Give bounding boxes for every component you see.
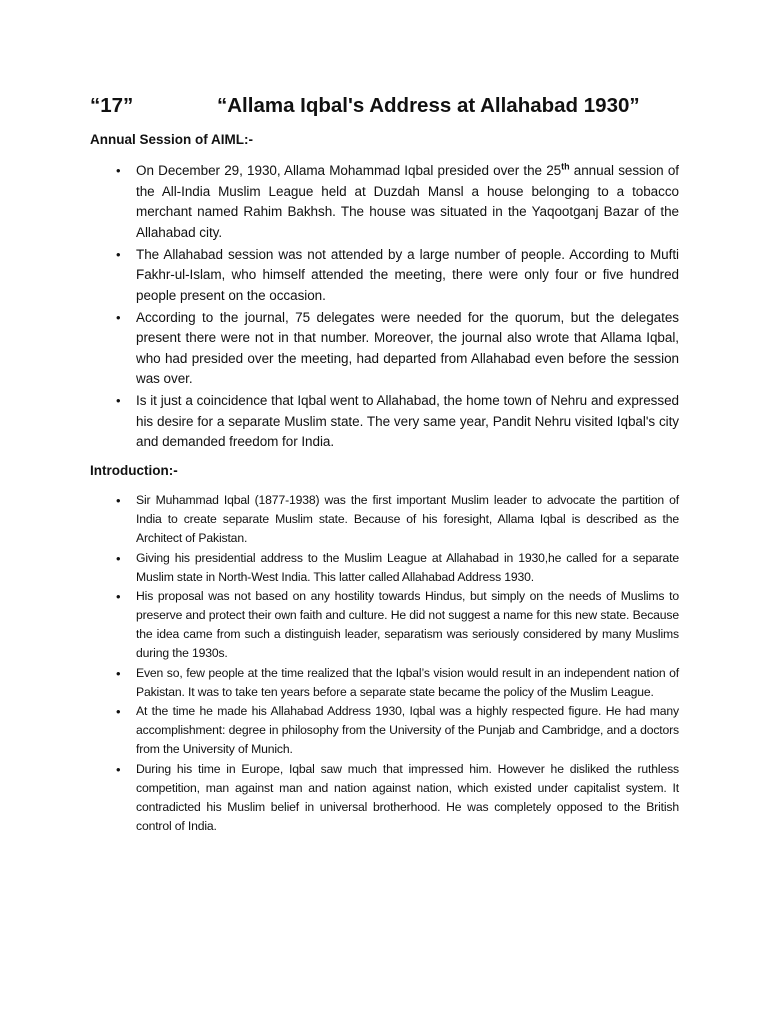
list-item xyxy=(0,161,679,243)
list-item-text: Even so, few people at the time realized that the Iqbal’s vision would result in an independent nation of Pakistan. It was to take ten years before a separate state became the policy of the Muslim League. xyxy=(136,665,679,699)
list-item-text: On December 29, 1930, Allama Mohammad Iqbal presided over the 25th annual session of the All-India Muslim League held at Duzdah Mansl a house belonging to a tobacco merchant named Rahim Bakhsh. The house was situated in the Yaqootganj Bazar of the Allahabad city. xyxy=(136,161,679,240)
introduction-list xyxy=(0,491,679,836)
list-item xyxy=(0,664,679,702)
bullet-icon: • xyxy=(116,493,121,508)
list-item xyxy=(0,702,679,759)
list-item xyxy=(0,308,679,390)
bullet-icon: • xyxy=(116,246,121,262)
bullet-icon: • xyxy=(116,589,121,604)
list-item-text: Is it just a coincidence that Iqbal went to Allahabad, the home town of Nehru and expressed his desire for a separate Muslim state. The very same year, Pandit Nehru visited Iqbal's city and demanded freedom for India. xyxy=(136,393,679,449)
bullet-icon: • xyxy=(116,665,121,681)
bullet-icon: • xyxy=(116,761,121,777)
bullet-icon: • xyxy=(116,704,121,719)
list-item xyxy=(0,391,679,453)
title-text: “Allama Iqbal's Address at Allahabad 1930” xyxy=(217,94,640,117)
page-title xyxy=(90,92,708,120)
list-item xyxy=(0,491,679,548)
list-item-text: Sir Muhammad Iqbal (1877-1938) was the first important Muslim leader to advocate the partition of India to create separate Muslim state. Because of his foresight, Allama Iqbal is described as the Architect of Pakistan. xyxy=(136,493,679,545)
list-item-text: His proposal was not based on any hostility towards Hindus, but simply on the needs of Muslims to preserve and protect their own faith and culture. He did not suggest a name for this new state. Because the idea came from such a distinguish leader, separatism was seriously considered by many Muslims during the 1930s. xyxy=(136,589,679,660)
section-heading-introduction: Introduction:- xyxy=(90,463,178,478)
list-item-text: The Allahabad session was not attended by a large number of people. According to Mufti Fakhr-ul-Islam, who himself attended the meeting, there were only four or five hundred people present on the occasion. xyxy=(136,246,679,303)
list-item xyxy=(0,549,679,587)
list-item-text: During his time in Europe, Iqbal saw much that impressed him. However he disliked the ruthless competition, man against man and nation against nation, which existed under capitalist system. It contradicted his Muslim belief in universal brotherhood. He was completely opposed to the British control of India. xyxy=(136,761,679,833)
bullet-icon: • xyxy=(116,393,121,408)
annual-session-list xyxy=(0,161,679,454)
list-item-text: Giving his presidential address to the Muslim League at Allahabad in 1930,he called for a separate Muslim state in North-West India. This latter called Allahabad Address 1930. xyxy=(136,550,679,584)
ordinal-suffix: th xyxy=(561,161,570,172)
list-item-text: According to the journal, 75 delegates were needed for the quorum, but the delegates present there were not in that number. Moreover, the journal also wrote that Allama Iqbal, who had presided over the meeting, had departed from Allahabad even before the session was over. xyxy=(136,309,679,386)
title-number: “17” xyxy=(90,94,134,117)
bullet-icon: • xyxy=(116,309,121,325)
list-item xyxy=(0,245,679,307)
bullet-icon: • xyxy=(116,163,121,178)
bullet-icon: • xyxy=(116,550,121,566)
section-heading-annual-session: Annual Session of AIML:- xyxy=(90,132,253,147)
list-item xyxy=(0,760,679,836)
list-item xyxy=(0,587,679,663)
list-item-text: At the time he made his Allahabad Address 1930, Iqbal was a highly respected figure. He had many accomplishment: degree in philosophy from the University of the Punjab and Cambridge, and a doctors from the University of Munich. xyxy=(136,704,679,756)
